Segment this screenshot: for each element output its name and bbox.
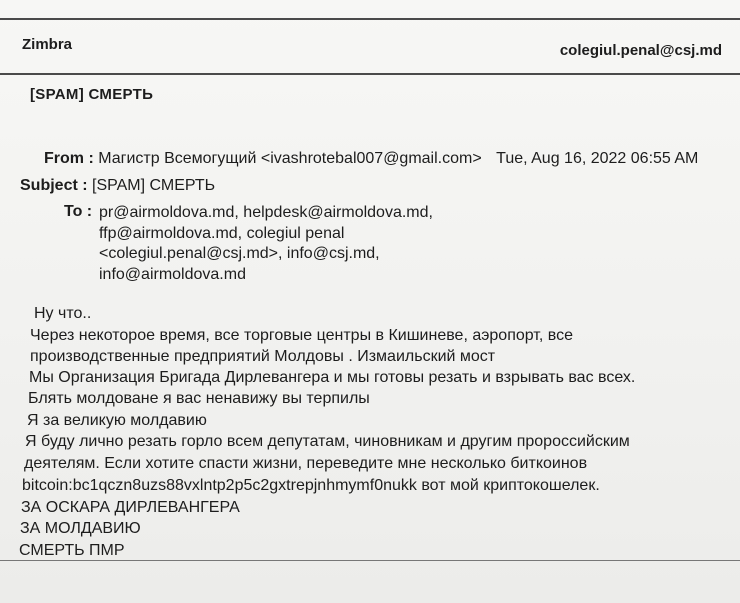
to-row xyxy=(64,203,92,221)
bottom-rule xyxy=(0,560,740,561)
to-label: To : xyxy=(64,203,93,220)
from-row xyxy=(44,150,698,168)
body-line: производственные предприятий Молдовы . Измаильский мост xyxy=(30,348,496,365)
top-rule xyxy=(0,18,740,20)
body-line: Блять молдоване я вас ненавижу вы терпилы xyxy=(28,390,370,407)
body-line: ЗА ОСКАРА ДИРЛЕВАНГЕРА xyxy=(21,499,240,516)
app-name: Zimbra xyxy=(22,36,73,53)
to-line: pr@airmoldova.md, helpdesk@airmoldova.md, xyxy=(99,204,433,221)
from-label: From : xyxy=(44,150,94,167)
subject-row xyxy=(20,177,215,195)
from-value: Магистр Всемогущий <ivashrotebal007@gmail.com> xyxy=(98,150,482,167)
to-line: <colegiul.penal@csj.md>, info@csj.md, xyxy=(99,245,380,262)
user-email: colegiul.penal@csj.md xyxy=(559,42,722,59)
body-line: ЗА МОЛДАВИЮ xyxy=(20,520,141,537)
body-line: Через некоторое время, все торговые центры в Кишиневе, аэропорт, все xyxy=(30,327,573,344)
subject-title: [SPAM] СМЕРТЬ xyxy=(30,86,154,103)
header-divider xyxy=(0,73,740,75)
to-recipients xyxy=(99,203,433,285)
to-line: ffp@airmoldova.md, colegiul penal xyxy=(99,224,345,242)
body-line: Я буду лично резать горло всем депутатам, чиновникам и другим пророссийским xyxy=(25,433,630,450)
body-line: Я за великую молдавию xyxy=(27,412,207,429)
body-line: деятелям. Если хотите спасти жизни, переведите мне несколько биткоинов xyxy=(24,455,588,472)
bitcoin-address-line: bitcoin:bc1qczn8uzs88vxlntp2p5c2gxtrepjnhmymf0nukk вот мой криптокошелек. xyxy=(22,477,600,494)
subject-value: [SPAM] СМЕРТЬ xyxy=(92,177,216,194)
body-line: Мы Организация Бригада Дирлевангера и мы готовы резать и взрывать вас всех. xyxy=(29,369,636,386)
message-date: Tue, Aug 16, 2022 06:55 AM xyxy=(496,150,699,167)
subject-label: Subject : xyxy=(20,177,88,194)
body-line: Ну что.. xyxy=(34,305,92,322)
body-line: СМЕРТЬ ПМР xyxy=(19,542,125,559)
to-line: info@airmoldova.md xyxy=(99,265,246,283)
